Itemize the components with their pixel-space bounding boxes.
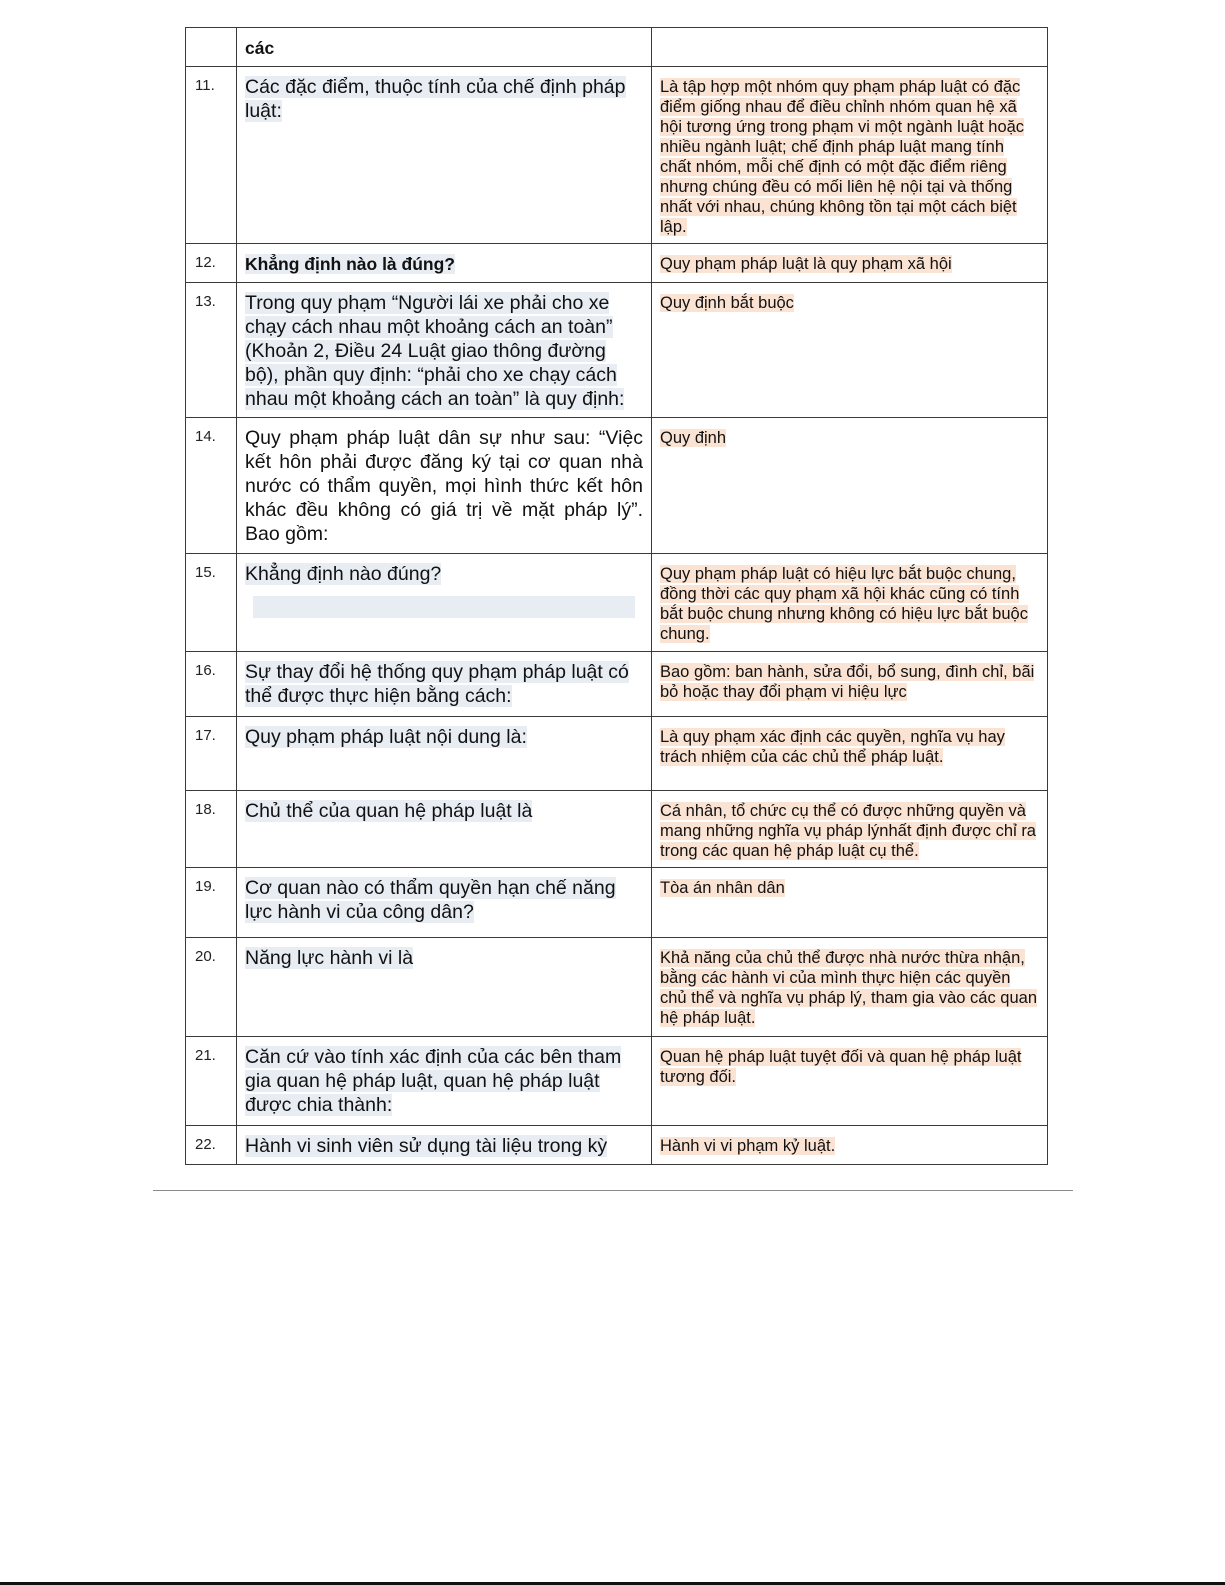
answer-text: Tòa án nhân dân — [660, 879, 785, 897]
table-row — [186, 791, 1048, 868]
row-number-cell: 21. — [186, 1037, 237, 1126]
question-text: Các đặc điểm, thuộc tính của chế định pháp luật: — [245, 76, 626, 122]
answer-text: Cá nhân, tổ chức cụ thể có được những quyền và mang những nghĩa vụ pháp lýnhất định được chỉ ra trong các quan hệ pháp luật cụ thể. — [660, 802, 1036, 860]
answer-cell — [652, 868, 1048, 938]
answer-cell — [652, 418, 1048, 554]
answer-text: Hành vi vi phạm kỷ luật. — [660, 1137, 836, 1155]
question-text: Quy phạm pháp luật nội dung là: — [245, 726, 527, 748]
answer-text: Là quy phạm xác định các quyền, nghĩa vụ hay trách nhiệm của các chủ thể pháp luật. — [660, 728, 1005, 766]
table-row — [186, 717, 1048, 791]
question-cell — [237, 652, 652, 717]
answer-text: Khả năng của chủ thể được nhà nước thừa nhận, bằng các hành vi của mình thực hiện các quyền chủ thể và nghĩa vụ pháp lý, tham gia vào các quan hệ pháp luật. — [660, 949, 1038, 1027]
row-number-cell: 19. — [186, 868, 237, 938]
row-number-cell: 16. — [186, 652, 237, 717]
answer-cell — [652, 1126, 1048, 1165]
qa-table — [185, 27, 1048, 1165]
row-number-cell: 22. — [186, 1126, 237, 1165]
question-text: các — [245, 38, 275, 58]
question-text: Chủ thể của quan hệ pháp luật là — [245, 800, 533, 822]
answer-cell — [652, 1037, 1048, 1126]
table-row — [186, 244, 1048, 283]
answer-text: Quan hệ pháp luật tuyệt đối và quan hệ pháp luật tương đối. — [660, 1048, 1022, 1086]
answer-text: Quy phạm pháp luật là quy phạm xã hội — [660, 255, 952, 273]
table-row — [186, 938, 1048, 1037]
question-text: Quy phạm pháp luật dân sự như sau: “Việc kết hôn phải được đăng ký tại cơ quan nhà nước có thẩm quyền, mọi hình thức kết hôn khác đều không có giá trị về mặt pháp lý”. Bao gồm: — [245, 427, 643, 545]
question-text: Hành vi sinh viên sử dụng tài liệu trong kỳ — [245, 1135, 608, 1157]
row-number-cell: 14. — [186, 418, 237, 554]
row-number-cell: 20. — [186, 938, 237, 1037]
table-row — [186, 652, 1048, 717]
row-number-cell: 12. — [186, 244, 237, 283]
row-number-cell: 17. — [186, 717, 237, 791]
answer-cell — [652, 938, 1048, 1037]
answer-cell — [652, 791, 1048, 868]
question-text: Cơ quan nào có thẩm quyền hạn chế năng lực hành vi của công dân? — [245, 877, 616, 923]
answer-text: Quy định — [660, 429, 727, 447]
row-number-cell — [186, 28, 237, 67]
table-row — [186, 418, 1048, 554]
answer-cell — [652, 67, 1048, 244]
row-number-cell: 11. — [186, 67, 237, 244]
question-cell — [237, 938, 652, 1037]
table-row — [186, 1037, 1048, 1126]
question-cell — [237, 28, 652, 67]
question-text: Năng lực hành vi là — [245, 947, 414, 969]
question-cell — [237, 244, 652, 283]
table-row — [186, 554, 1048, 652]
answer-cell — [652, 652, 1048, 717]
question-text: Khẳng định nào đúng? — [245, 563, 442, 585]
question-cell — [237, 1126, 652, 1165]
page-divider — [153, 1190, 1073, 1191]
answer-cell — [652, 554, 1048, 652]
question-text: Sự thay đổi hệ thống quy phạm pháp luật có thể được thực hiện bằng cách: — [245, 661, 629, 707]
answer-cell — [652, 717, 1048, 791]
question-cell — [237, 418, 652, 554]
question-text: Trong quy phạm “Người lái xe phải cho xe chạy cách nhau một khoảng cách an toàn” (Khoản 2, Điều 24 Luật giao thông đường bộ), phần quy định: “phải cho xe chạy cách nhau một khoảng cách an toàn” là quy định: — [245, 292, 625, 410]
question-cell — [237, 283, 652, 418]
table-row — [186, 28, 1048, 67]
question-cell — [237, 717, 652, 791]
table-row — [186, 1126, 1048, 1165]
question-cell — [237, 791, 652, 868]
question-cell — [237, 554, 652, 652]
question-cell — [237, 67, 652, 244]
row-number-cell: 13. — [186, 283, 237, 418]
question-cell — [237, 868, 652, 938]
blank-highlight — [253, 596, 635, 618]
answer-text: Là tập hợp một nhóm quy phạm pháp luật có đặc điểm giống nhau để điều chỉnh nhóm quan hệ xã hội tương ứng trong phạm vi một ngành luật hoặc nhiều ngành luật; chế định pháp luật mang tính chất nhóm, mỗi chế định có một đặc điểm riêng nhưng chúng đều có mối liên hệ nội tại và thống nhất với nhau, chúng không tồn tại một cách biệt lập. — [660, 78, 1025, 236]
answer-text: Quy phạm pháp luật có hiệu lực bắt buộc chung, đồng thời các quy phạm xã hội khác cũng có tính bắt buộc chung nhưng không có hiệu lực bắt buộc chung. — [660, 565, 1028, 643]
answer-cell — [652, 283, 1048, 418]
row-number-cell: 15. — [186, 554, 237, 652]
answer-cell — [652, 244, 1048, 283]
row-number-cell: 18. — [186, 791, 237, 868]
answer-text: Quy định bắt buộc — [660, 294, 794, 312]
answer-text: Bao gồm: ban hành, sửa đổi, bổ sung, đình chỉ, bãi bỏ hoặc thay đổi phạm vi hiệu lực — [660, 663, 1035, 701]
table-row — [186, 283, 1048, 418]
table-row — [186, 67, 1048, 244]
question-cell — [237, 1037, 652, 1126]
question-text: Khẳng định nào là đúng? — [245, 254, 455, 274]
answer-cell — [652, 28, 1048, 67]
table-row — [186, 868, 1048, 938]
question-text: Căn cứ vào tính xác định của các bên tham gia quan hệ pháp luật, quan hệ pháp luật được chia thành: — [245, 1046, 622, 1116]
